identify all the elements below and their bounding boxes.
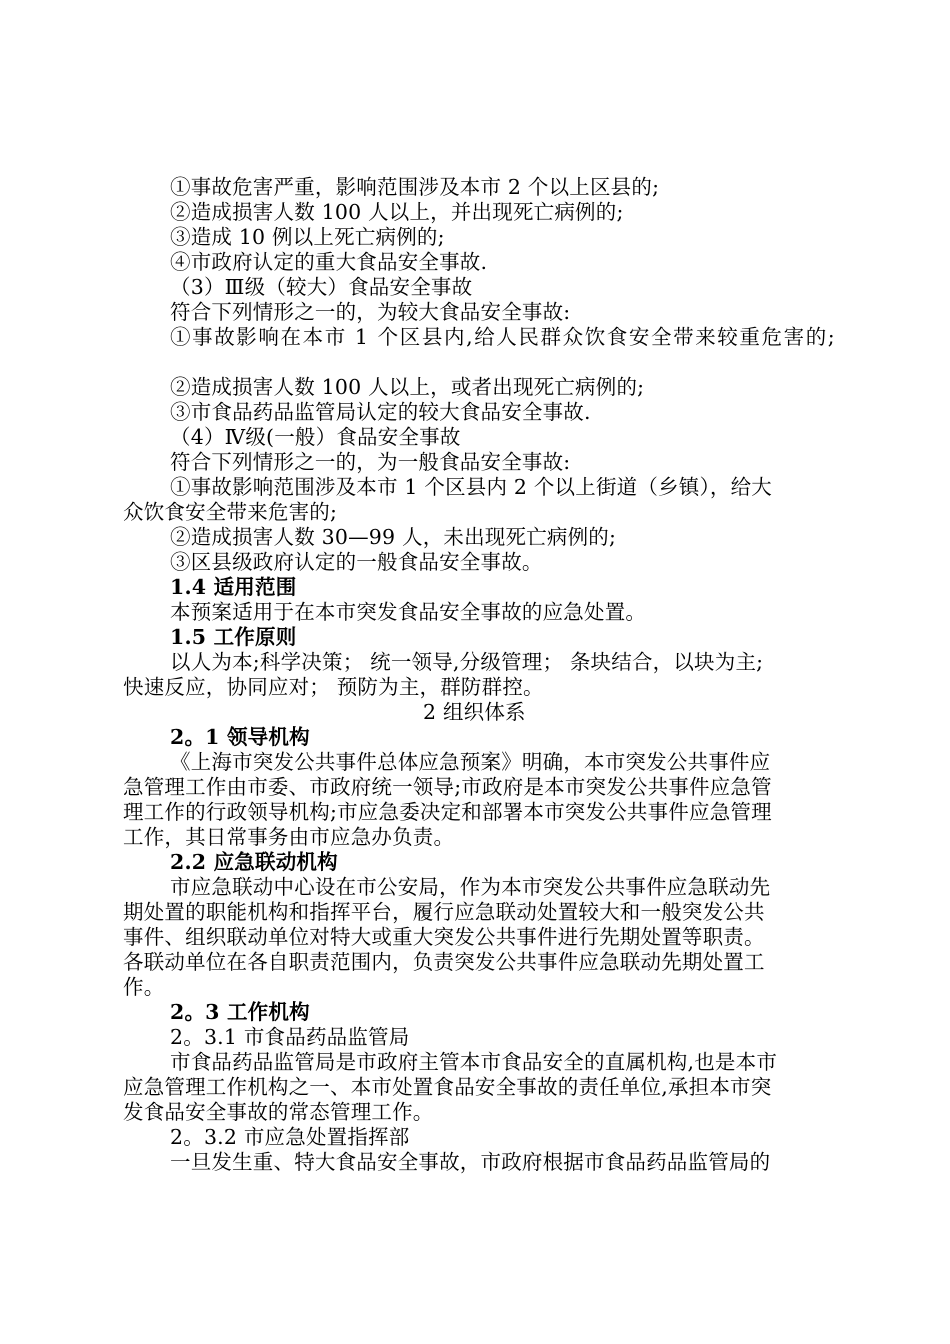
text-line: ②造成损害人数 30—99 人，未出现死亡病例的; xyxy=(170,525,617,549)
text-line: 以人为本;科学决策； 统一领导,分级管理； 条块结合，以块为主; xyxy=(170,650,764,674)
text-line: 《上海市突发公共事件总体应急预案》明确，本市突发公共事件应 xyxy=(170,750,771,774)
text-line: 符合下列情形之一的，为一般食品安全事故: xyxy=(170,450,571,474)
text-line: 急管理工作由市委、市政府统一领导;市政府是本市突发公共事件应急管 xyxy=(123,775,772,799)
section-heading: 2。1 领导机构 xyxy=(170,725,310,749)
subsection-heading: 2。3.1 市食品药品监管局 xyxy=(170,1025,410,1049)
text-line: 期处置的职能机构和指挥平台，履行应急联动处置较大和一般突发公共 xyxy=(123,900,765,924)
section-heading: 1.4 适用范围 xyxy=(170,575,297,599)
text-line: 市应急联动中心设在市公安局，作为本市突发公共事件应急联动先 xyxy=(170,875,771,899)
text-line: 作。 xyxy=(123,975,165,999)
text-line: ①事故危害严重，影响范围涉及本市 2 个以上区县的; xyxy=(170,175,660,199)
text-line: 一旦发生重、特大食品安全事故，市政府根据市食品药品监管局的 xyxy=(170,1150,771,1174)
text-line: ③区县级政府认定的一般食品安全事故。 xyxy=(170,550,543,574)
text-line: ③造成 10 例以上死亡病例的; xyxy=(170,225,445,249)
text-line: ③市食品药品监管局认定的较大食品安全事故. xyxy=(170,400,591,424)
text-line: 市食品药品监管局是市政府主管本市食品安全的直属机构,也是本市 xyxy=(170,1050,778,1074)
text-line: 快速反应，协同应对； 预防为主，群防群控。 xyxy=(123,675,544,699)
text-line: 各联动单位在各自职责范围内，负责突发公共事件应急联动先期处置工 xyxy=(123,950,765,974)
text-line: ④市政府认定的重大食品安全事故. xyxy=(170,250,488,274)
text-line: 符合下列情形之一的，为较大食品安全事故: xyxy=(170,300,571,324)
text-line: 应急管理工作机构之一、本市处置食品安全事故的责任单位,承担本市突 xyxy=(123,1075,772,1099)
text-line: 发食品安全事故的常态管理工作。 xyxy=(123,1100,434,1124)
text-line: 众饮食安全带来危害的; xyxy=(123,500,338,524)
section-heading: 1.5 工作原则 xyxy=(170,625,297,649)
text-line: ①事故影响在本市 1 个区县内,给人民群众饮食安全带来较重危害的; xyxy=(170,325,837,349)
subsection-heading: 2。3.2 市应急处置指挥部 xyxy=(170,1125,410,1149)
text-line: 理工作的行政领导机构;市应急委决定和部署本市突发公共事件应急管理 xyxy=(123,800,772,824)
text-line: ②造成损害人数 100 人以上，并出现死亡病例的; xyxy=(170,200,624,224)
section-heading: 2。3 工作机构 xyxy=(170,1000,310,1024)
text-line: ①事故影响范围涉及本市 1 个区县内 2 个以上街道（乡镇），给大 xyxy=(170,475,772,499)
text-line: 本预案适用于在本市突发食品安全事故的应急处置。 xyxy=(170,600,647,624)
section-heading: （3）Ⅲ级（较大）食品安全事故 xyxy=(170,275,473,299)
text-line: ②造成损害人数 100 人以上，或者出现死亡病例的; xyxy=(170,375,645,399)
chapter-heading: 2 组织体系 xyxy=(423,700,526,724)
text-line: 事件、组织联动单位对特大或重大突发公共事件进行先期处置等职责。 xyxy=(123,925,765,949)
section-heading: 2.2 应急联动机构 xyxy=(170,850,338,874)
text-line: 工作，其日常事务由市应急办负责。 xyxy=(123,825,455,849)
section-heading: （4）Ⅳ级(一般）食品安全事故 xyxy=(170,425,461,449)
